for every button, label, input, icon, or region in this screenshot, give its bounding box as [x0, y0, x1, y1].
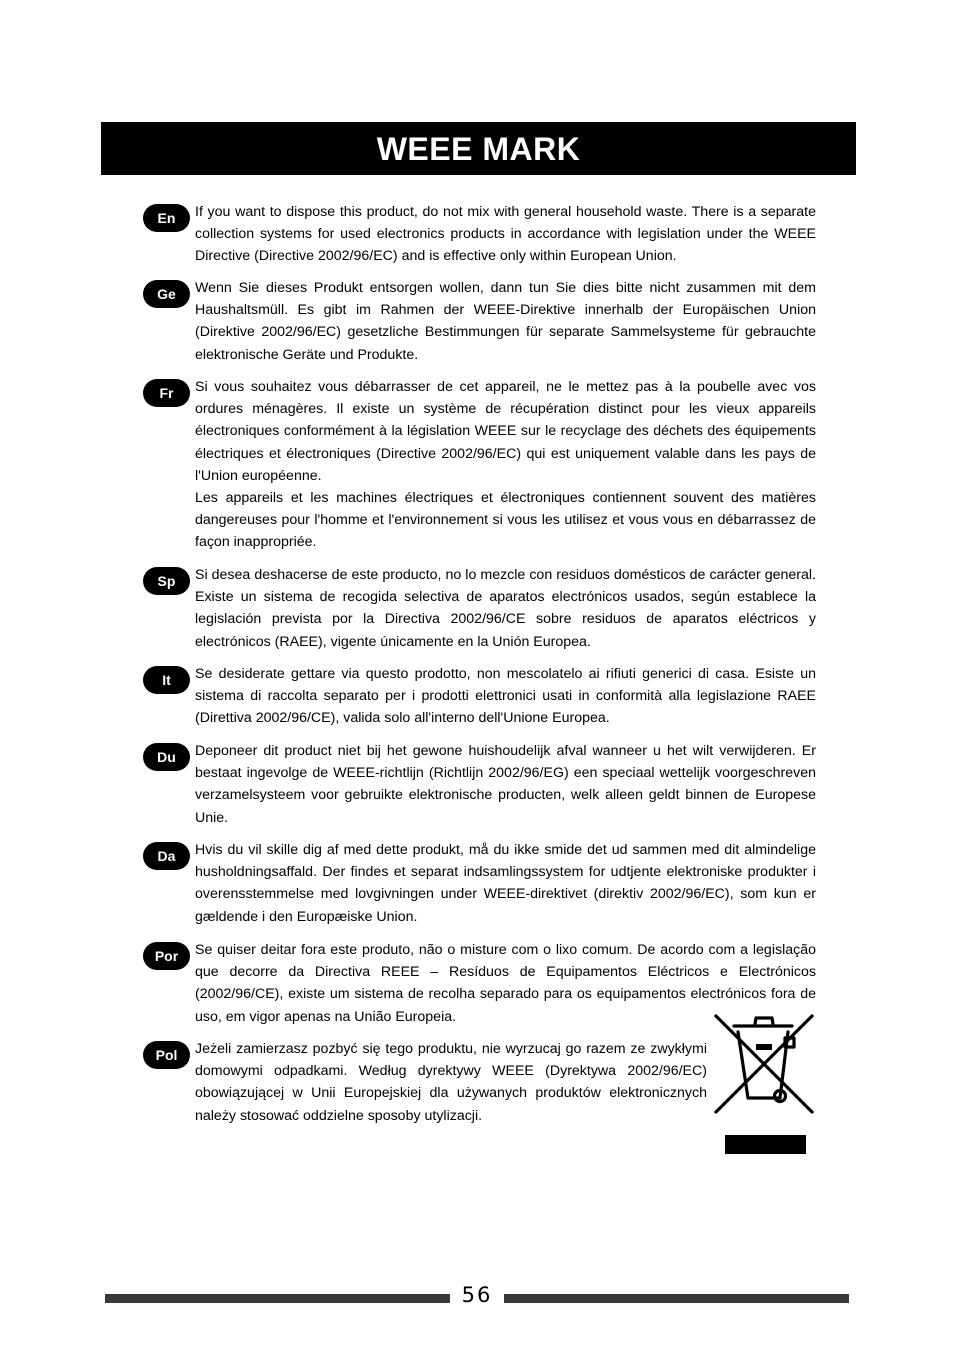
section-text-it: [195, 663, 816, 730]
section-text-pol: [195, 1038, 707, 1127]
paragraph: Si desea deshacerse de este producto, no lo mezcle con residuos domésticos de carácter general. Existe un sistema de recogida selectiva de aparatos electrónicos usados, según establece la legislación prevista por la Directiva 2002/96/CE sobre residuos de aparatos eléctricos y electrónicos (RAEE), vigente únicamente en la Unión Europea.: [195, 567, 816, 650]
page-title: WEEE MARK: [101, 122, 856, 175]
language-badge-da: Da: [143, 842, 190, 870]
paragraph: If you want to dispose this product, do not mix with general household waste. There is a separate collection systems for used electronics products in accordance with legislation under the WEEE Directive (Directive 2002/96/EC) and is effective only within European Union.: [195, 204, 816, 265]
language-badge-por: Por: [143, 942, 190, 970]
page-number: 56: [461, 1283, 493, 1307]
paragraph: Les appareils et les machines électriques et électroniques contiennent souvent des matières dangereuses pour l'homme et l'environnement si vous les utilisez et vous vous en débarrassez de façon inappropriée.: [195, 490, 816, 551]
paragraph: Se desiderate gettare via questo prodotto, non mescolatelo ai rifiuti generici di casa. Esiste un sistema di raccolta separato per i prodotti elettronici usati in conformità alla legislazione RAEE (Direttiva 2002/96/CE), valida solo all'interno dell'Unione Europea.: [195, 666, 816, 727]
section-text-ge: [195, 277, 816, 366]
section-text-da: [195, 839, 816, 928]
paragraph: Deponeer dit product niet bij het gewone huishoudelijk afval wanneer u het wilt verwijderen. Er bestaat ingevolge de WEEE-richtlijn (Richtlijn 2002/96/EG) een speciaal wettelijk voorgeschreven verzamelsysteem voor gebruikte elektronische producten, welk alleen geldt binnen de Europese Unie.: [195, 743, 816, 826]
language-badge-pol: Pol: [143, 1041, 190, 1069]
section-text-en: [195, 201, 816, 268]
paragraph: Wenn Sie dieses Produkt entsorgen wollen, dann tun Sie dies bitte nicht zusammen mit dem Haushaltsmüll. Es gibt im Rahmen der WEEE-Direktive innerhalb der Europäischen Union (Direktive 2002/96/EC) gesetzliche Bestimmungen für separate Sammelsysteme für gebrauchte elektronische Geräte und Produkte.: [195, 280, 816, 363]
footer-rule-left: [105, 1294, 450, 1303]
language-badge-ge: Ge: [143, 280, 190, 308]
section-text-du: [195, 740, 816, 829]
paragraph: Se quiser deitar fora este produto, não o misture com o lixo comum. De acordo com a legislação que decorre da Directiva REEE – Resíduos de Equipamentos Eléctricos e Electrónicos (2002/96/CE), existe um sistema de recolha separado para os equipamentos electrónicos fora de uso, em vigor apenas na União Europeia.: [195, 942, 816, 1025]
crossed-out-wheelie-bin-icon: [712, 1012, 814, 1116]
paragraph: Hvis du vil skille dig af med dette produkt, må du ikke smide det ud sammen med dit almindelige husholdningsaffald. Der findes et separat indsamlingssystem for udtjente elektroniske produkter i overensstemmelse med lovgivningen under WEEE-direktivet (direktiv 2002/96/EC), som kun er gældende i den Europæiske Union.: [195, 842, 816, 925]
language-badge-fr: Fr: [143, 379, 190, 407]
language-badge-du: Du: [143, 743, 190, 771]
footer-rule-right: [504, 1294, 849, 1303]
language-badge-it: It: [143, 666, 190, 694]
section-text-sp: [195, 564, 816, 653]
weee-bar: [725, 1135, 806, 1154]
paragraph: Si vous souhaitez vous débarrasser de cet appareil, ne le mettez pas à la poubelle avec vos ordures ménagères. Il existe un système de récupération distinct pour les vieux appareils électroniques conformément à la législation WEEE sur le recyclage des déchets des équipements électriques et électroniques (Directive 2002/96/EC) qui est uniquement valable dans les pays de l'Union européenne.: [195, 379, 816, 484]
section-text-fr: [195, 376, 816, 554]
paragraph: Jeżeli zamierzasz pozbyć się tego produktu, nie wyrzucaj go razem ze zwykłymi domowymi odpadkami. Według dyrektywy WEEE (Dyrektywa 2002/96/EC) obowiązującej w Unii Europejskiej dla używanych produktów elektronicznych należy stosować oddzielne sposoby utylizacji.: [195, 1041, 707, 1124]
language-badge-en: En: [143, 204, 190, 232]
language-badge-sp: Sp: [143, 567, 190, 595]
